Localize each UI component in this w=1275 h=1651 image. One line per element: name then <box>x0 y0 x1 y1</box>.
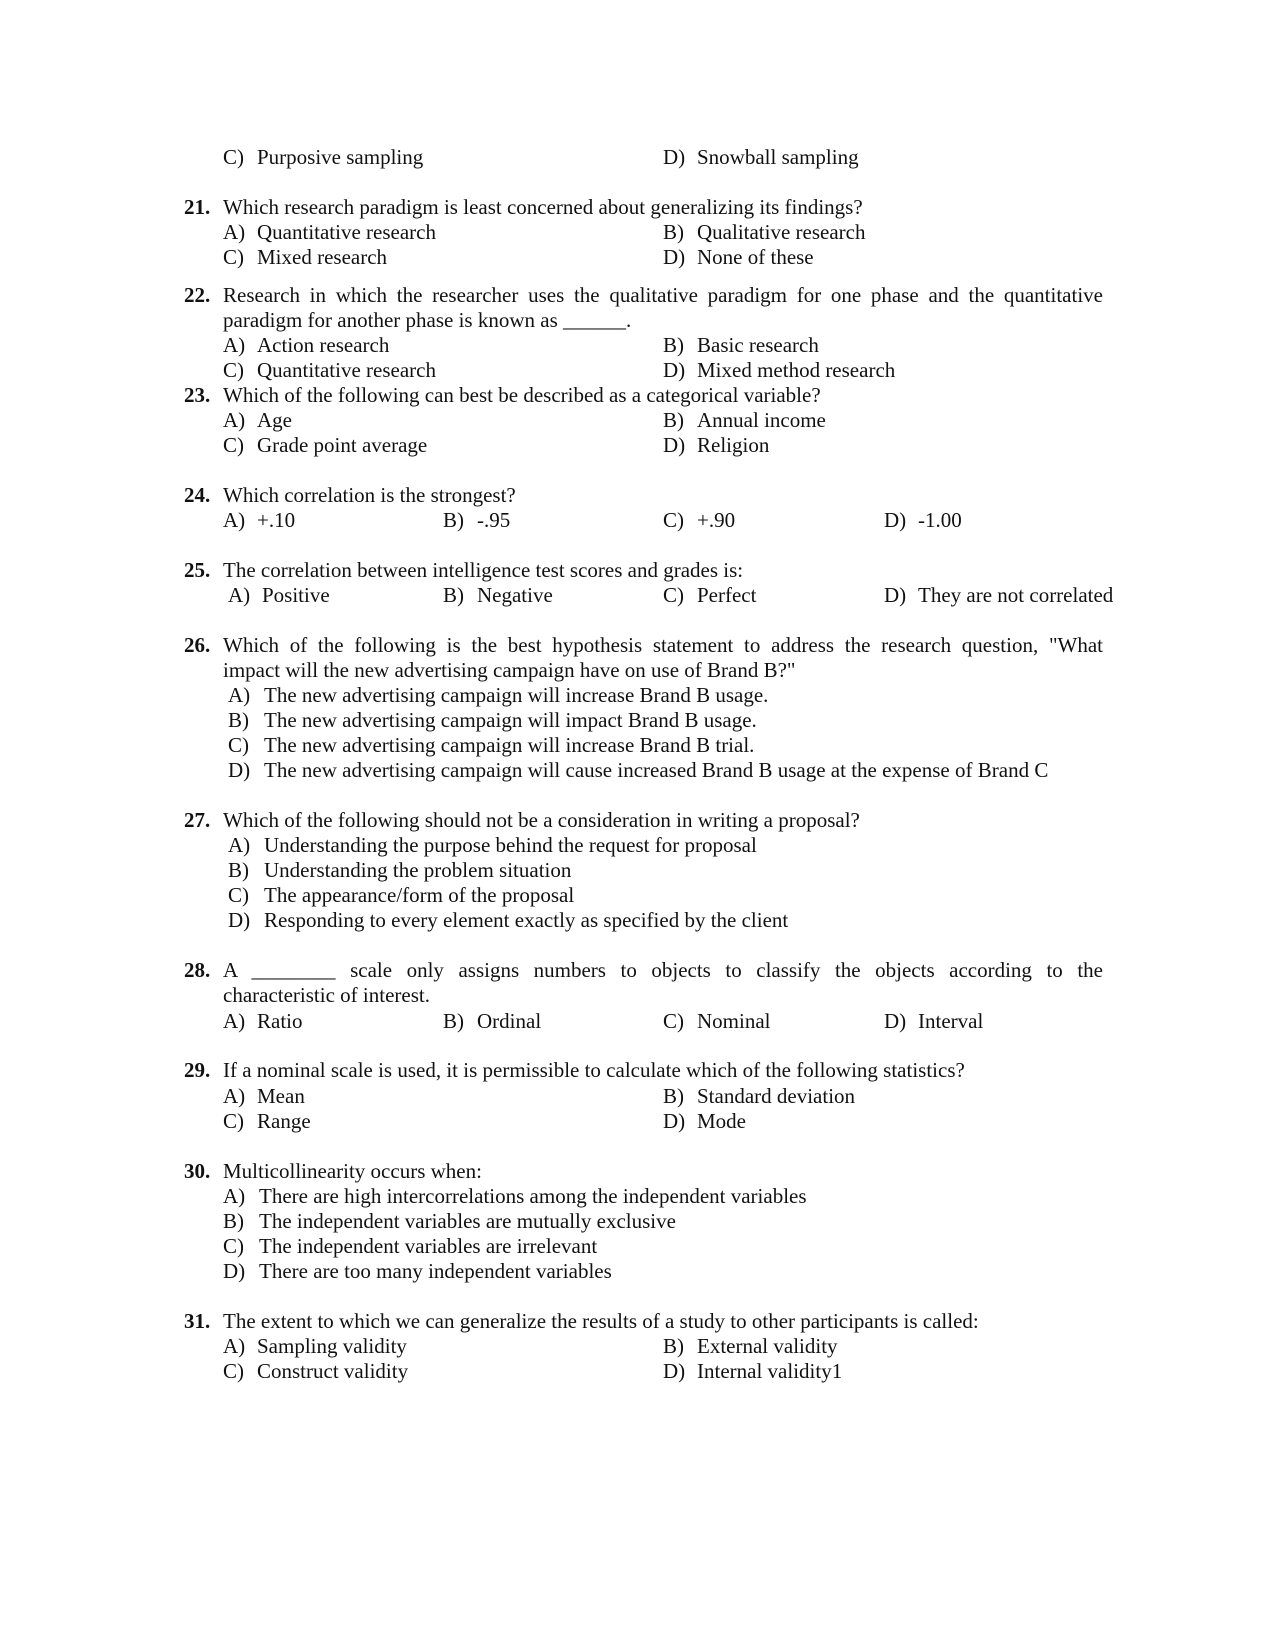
option-letter: B) <box>228 858 249 882</box>
option <box>223 1258 612 1284</box>
option-text: There are too many independent variables <box>259 1259 612 1283</box>
option-letter: A) <box>228 833 251 857</box>
option-letter: B) <box>443 583 464 607</box>
option <box>228 907 788 933</box>
option-letter: B) <box>443 1009 464 1033</box>
option <box>663 407 826 433</box>
option <box>663 507 735 533</box>
option <box>223 1183 807 1209</box>
question-number: 21. <box>184 195 211 219</box>
option-text: Religion <box>697 433 770 457</box>
option-letter: C) <box>223 358 244 382</box>
option-text: They are not correlated <box>918 583 1114 607</box>
question-number: 27. <box>184 808 211 832</box>
option-letter: D) <box>663 145 686 169</box>
option-text: Internal validity1 <box>697 1359 843 1383</box>
option-text: -.95 <box>477 508 511 532</box>
option <box>228 857 571 883</box>
option <box>228 732 754 758</box>
option <box>223 432 427 458</box>
option <box>223 407 292 433</box>
option <box>663 1333 838 1359</box>
option-text: Action research <box>257 333 390 357</box>
option-text: Mode <box>697 1109 746 1133</box>
option-letter: B) <box>663 408 684 432</box>
question-number: 26. <box>184 633 211 657</box>
option <box>228 682 768 708</box>
option-letter: C) <box>223 1359 244 1383</box>
option-letter: A) <box>228 683 251 707</box>
question-text-line: paradigm for another phase is known as ______. <box>223 308 632 332</box>
option <box>223 1358 408 1384</box>
option-letter: C) <box>223 1234 244 1258</box>
option-text: Grade point average <box>257 433 428 457</box>
option-letter: A) <box>228 583 251 607</box>
option-text: Age <box>257 408 292 432</box>
option-text: External validity <box>697 1334 838 1358</box>
question-text-line: A ________ scale only assigns numbers to objects to classify the objects according to the <box>223 958 1103 982</box>
question-number: 22. <box>184 283 211 307</box>
option <box>884 1008 983 1034</box>
option <box>663 582 756 608</box>
question-number: 29. <box>184 1058 211 1082</box>
option-letter: D) <box>884 583 907 607</box>
option <box>663 244 814 270</box>
option-letter: B) <box>443 508 464 532</box>
option-text: -1.00 <box>918 508 962 532</box>
question-number: 31. <box>184 1309 211 1333</box>
option-text: None of these <box>697 245 814 269</box>
option-text: Ordinal <box>477 1009 542 1033</box>
option <box>223 1233 597 1259</box>
option-letter: B) <box>663 1334 684 1358</box>
option <box>228 757 1048 783</box>
option-letter: B) <box>663 1084 684 1108</box>
option-text: The independent variables are mutually exclusive <box>259 1209 676 1233</box>
option <box>884 582 1113 608</box>
question-text-line: Which research paradigm is least concerned about generalizing its findings? <box>223 195 863 219</box>
option-text: Interval <box>918 1009 984 1033</box>
option-letter: D) <box>228 758 251 782</box>
option-text: The new advertising campaign will increase Brand B usage. <box>264 683 769 707</box>
option-letter: C) <box>663 1009 684 1033</box>
option <box>223 219 436 245</box>
option-text: The independent variables are irrelevant <box>259 1234 598 1258</box>
option <box>228 707 757 733</box>
option-letter: B) <box>228 708 249 732</box>
option-text: Positive <box>262 583 330 607</box>
option <box>443 1008 541 1034</box>
option-letter: A) <box>223 1184 246 1208</box>
option-letter: D) <box>663 245 686 269</box>
question-text-line: If a nominal scale is used, it is permissible to calculate which of the following statistics? <box>223 1058 965 1082</box>
option-text: Perfect <box>697 583 757 607</box>
option-text: +.90 <box>697 508 736 532</box>
option <box>228 882 574 908</box>
question-text-line: Research in which the researcher uses the qualitative paradigm for one phase and the quantitative <box>223 283 1103 307</box>
option-letter: A) <box>223 1334 246 1358</box>
question-text-line: characteristic of interest. <box>223 983 430 1007</box>
option <box>443 507 510 533</box>
option-letter: C) <box>663 508 684 532</box>
option-letter: C) <box>223 1109 244 1133</box>
option-letter: A) <box>223 333 246 357</box>
question-text-line: Which correlation is the strongest? <box>223 483 516 507</box>
option-text: Nominal <box>697 1009 771 1033</box>
option-text: Quantitative research <box>257 220 436 244</box>
question-text-line: Multicollinearity occurs when: <box>223 1159 482 1183</box>
option-letter: C) <box>663 583 684 607</box>
option-letter: B) <box>663 333 684 357</box>
option <box>663 332 819 358</box>
option <box>228 582 330 608</box>
option-letter: C) <box>228 883 249 907</box>
option <box>663 1008 771 1034</box>
option-letter: C) <box>223 245 244 269</box>
option <box>228 832 757 858</box>
option <box>223 1108 311 1134</box>
option <box>663 1083 855 1109</box>
option <box>223 332 389 358</box>
option-letter: A) <box>223 508 246 532</box>
question-number: 28. <box>184 958 211 982</box>
question-text-line: The correlation between intelligence test scores and grades is: <box>223 558 744 582</box>
option-text: Basic research <box>697 333 819 357</box>
question-number: 24. <box>184 483 211 507</box>
option-text: The appearance/form of the proposal <box>264 883 575 907</box>
option-letter: D) <box>663 358 686 382</box>
option <box>223 357 436 383</box>
option <box>663 1358 842 1384</box>
option-text: Understanding the purpose behind the request for proposal <box>264 833 757 857</box>
question-text-line: Which of the following should not be a consideration in writing a proposal? <box>223 808 860 832</box>
option-letter: C) <box>228 733 249 757</box>
question-text-line: Which of the following is the best hypothesis statement to address the research question, "What <box>223 633 1103 657</box>
option-text: Ratio <box>257 1009 303 1033</box>
option <box>884 507 962 533</box>
question-number: 25. <box>184 558 211 582</box>
option-letter: C) <box>223 433 244 457</box>
option-letter: D) <box>663 1359 686 1383</box>
option-text: Mixed research <box>257 245 388 269</box>
option-letter: A) <box>223 1084 246 1108</box>
option-text: +.10 <box>257 508 296 532</box>
option-letter: B) <box>223 1209 244 1233</box>
option-text: Mean <box>257 1084 305 1108</box>
option <box>663 144 859 170</box>
option-letter: A) <box>223 220 246 244</box>
option-text: The new advertising campaign will increase Brand B trial. <box>264 733 755 757</box>
option-text: Range <box>257 1109 311 1133</box>
option <box>223 1208 676 1234</box>
option-letter: D) <box>884 1009 907 1033</box>
option <box>663 357 895 383</box>
option <box>663 432 769 458</box>
option-letter: B) <box>663 220 684 244</box>
option <box>663 219 866 245</box>
option-text: Mixed method research <box>697 358 896 382</box>
option <box>223 244 387 270</box>
option-text: The new advertising campaign will impact Brand B usage. <box>264 708 757 732</box>
option-text: Purposive sampling <box>257 145 424 169</box>
option <box>663 1108 746 1134</box>
question-text-line: Which of the following can best be described as a categorical variable? <box>223 383 821 407</box>
question-number: 23. <box>184 383 211 407</box>
option <box>223 144 423 170</box>
question-text-line: impact will the new advertising campaign have on use of Brand B?" <box>223 658 796 682</box>
option-text: Sampling validity <box>257 1334 407 1358</box>
option-text: Standard deviation <box>697 1084 856 1108</box>
question-text-line: The extent to which we can generalize the results of a study to other participants is called: <box>223 1309 979 1333</box>
option-text: Understanding the problem situation <box>264 858 572 882</box>
option-letter: C) <box>223 145 244 169</box>
question-number: 30. <box>184 1159 211 1183</box>
option-letter: A) <box>223 408 246 432</box>
option <box>443 582 553 608</box>
option <box>223 1008 303 1034</box>
option <box>223 1333 407 1359</box>
option-letter: D) <box>884 508 907 532</box>
option <box>223 507 295 533</box>
option-letter: A) <box>223 1009 246 1033</box>
option-text: Snowball sampling <box>697 145 859 169</box>
option-text: There are high intercorrelations among the independent variables <box>259 1184 807 1208</box>
option-letter: D) <box>663 1109 686 1133</box>
option-letter: D) <box>228 908 251 932</box>
option-text: Quantitative research <box>257 358 436 382</box>
option-text: Annual income <box>697 408 826 432</box>
option-text: Responding to every element exactly as specified by the client <box>264 908 789 932</box>
option-letter: D) <box>663 433 686 457</box>
option-letter: D) <box>223 1259 246 1283</box>
option-text: Qualitative research <box>697 220 866 244</box>
option-text: Construct validity <box>257 1359 409 1383</box>
option-text: The new advertising campaign will cause increased Brand B usage at the expense of Brand C <box>264 758 1049 782</box>
option <box>223 1083 305 1109</box>
option-text: Negative <box>477 583 553 607</box>
